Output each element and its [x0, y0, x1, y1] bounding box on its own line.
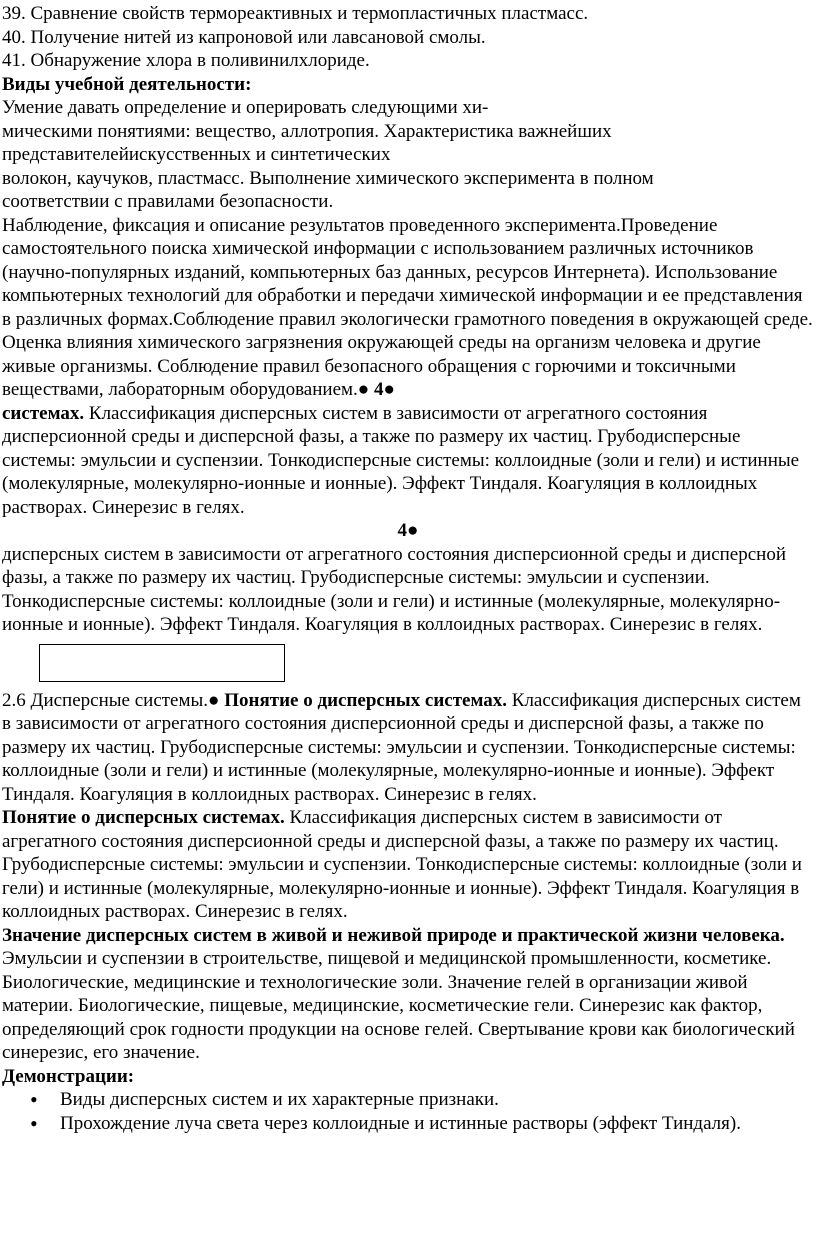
observation-tail: ● 4● [357, 379, 395, 400]
empty-box [39, 644, 285, 682]
section-2-6-lead: 2.6 Дисперсные системы. [2, 689, 209, 711]
observation-text: Наблюдение, фиксация и описание результатов проведенного эксперимента.Проведение самостоятельного поиска химической информации с использованием различных источников (научно-популярных изданий, компьютерных баз данных, ресурсов Интернета). Использование компьютерных технологий для обработки и передачи химической информации и ее представления в различных формах.Соблюдение правил экологически грамотного поведения в окружающей среде. Оценка влияния химического загрязнения окружающей среды на организм человека и другие живые организмы. Соблюдение правил безопасного обращения с горючими и токсичными веществами, лабораторным оборудованием. [2, 214, 813, 400]
concept-title: Понятие о дисперсных системах. [2, 807, 285, 828]
paragraph-systems [2, 402, 814, 520]
demos-list [2, 1088, 814, 1135]
paragraph-disperse: дисперсных систем в зависимости от агрегатного состояния дисперсионной среды и дисперсной фазы, а также по размеру их частиц. Грубодисперсные системы: эмульсии и суспензии. Тонкодисперсные системы: коллоидные (золи и гели) и истинные (молекулярные, молекулярно-ионные и ионные). Эффект Тиндаля. Коагуляция в коллоидных растворах. Синерезис в гелях. [2, 543, 786, 635]
center-marker: 4● [397, 520, 419, 541]
section-2-6-bullet: ● [208, 689, 220, 711]
meaning-body: Эмульсии и суспензии в строительстве, пищевой и медицинской промышленности, косметике. Биологические, медицинские и технологические золи. Значение гелей в организации живой материи. Биологические, пищевые, медицинские, косметические гели. Синерезис как фактор, определяющий срок годности продукции на основе гелей. Свертывание крови как биологический синерезис, его значение. [2, 948, 795, 1063]
systems-body: Классификация дисперсных систем в зависимости от агрегатного состояния дисперсионной среды и дисперсной фазы, а также по размеру их частиц. Грубодисперсные системы: эмульсии и суспензии. Тонкодисперсные системы: коллоидные (золи и гели) и истинные (молекулярные, молекулярно-ионные и ионные). Эффект Тиндаля. Коагуляция в коллоидных растворах. Синерезис в гелях. [2, 402, 800, 518]
activity-line-3: представителейискусственных и синтетических [2, 144, 391, 165]
paragraph-concept [2, 806, 814, 924]
heading-activities: Виды учебной деятельности: [2, 73, 252, 95]
activity-line-2: мическими понятиями: вещество, аллотропия. Характеристика важнейших [2, 120, 612, 142]
list-item-40: 40. Получение нитей из капроновой или лавсановой смолы. [2, 26, 486, 48]
demos-heading: Демонстрации: [2, 1065, 135, 1087]
systems-lead: системах. [2, 402, 85, 424]
section-2-6-body: Классификация дисперсных систем в зависимости от агрегатного состояния дисперсионной среды и дисперсной фазы, а также по размеру их частиц. Грубодисперсные системы: эмульсии и суспензии. Тонкодисперсные системы: коллоидные (золи и гели) и истинные (молекулярные, молекулярно-ионные и ионные). Эффект Тиндаля. Коагуляция в коллоидных растворах. Синерезис в гелях. [2, 689, 801, 805]
section-2-6 [2, 689, 814, 807]
paragraph-observation [2, 214, 814, 402]
list-item-41: 41. Обнаружение хлора в поливинилхлориде. [2, 50, 370, 71]
demo-item-2: • Прохождение луча света через коллоидные и истинные растворы (эффект Тиндаля). [60, 1112, 814, 1136]
section-2-6-title: Понятие о дисперсных системах. [219, 689, 508, 711]
document-page [2, 2, 814, 1135]
activity-line-4: волокон, каучуков, пластмасс. Выполнение химического эксперимента в полном [2, 167, 654, 189]
meaning-title: Значение дисперсных систем в живой и неживой природе и практической жизни человека. [2, 924, 785, 946]
paragraph-meaning [2, 924, 814, 1065]
activity-line-5: соответствии с правилами безопасности. [2, 191, 334, 212]
activity-line-1: Умение давать определение и оперировать следующими хи- [2, 97, 489, 118]
concept-body: Классификация дисперсных систем в зависимости от агрегатного состояния дисперсионной среды и дисперсной фазы, а также по размеру их частиц. Грубодисперсные системы: эмульсии и суспензии. Тонкодисперсные системы: коллоидные (золи и гели) и истинные (молекулярные, молекулярно-ионные и ионные). Эффект Тиндаля. Коагуляция в коллоидных растворах. Синерезис в гелях. [2, 807, 802, 922]
list-item-39: 39. Сравнение свойств термореактивных и термопластичных пластмасс. [2, 3, 589, 24]
demo-item-1: • Виды дисперсных систем и их характерные признаки. [60, 1088, 814, 1112]
